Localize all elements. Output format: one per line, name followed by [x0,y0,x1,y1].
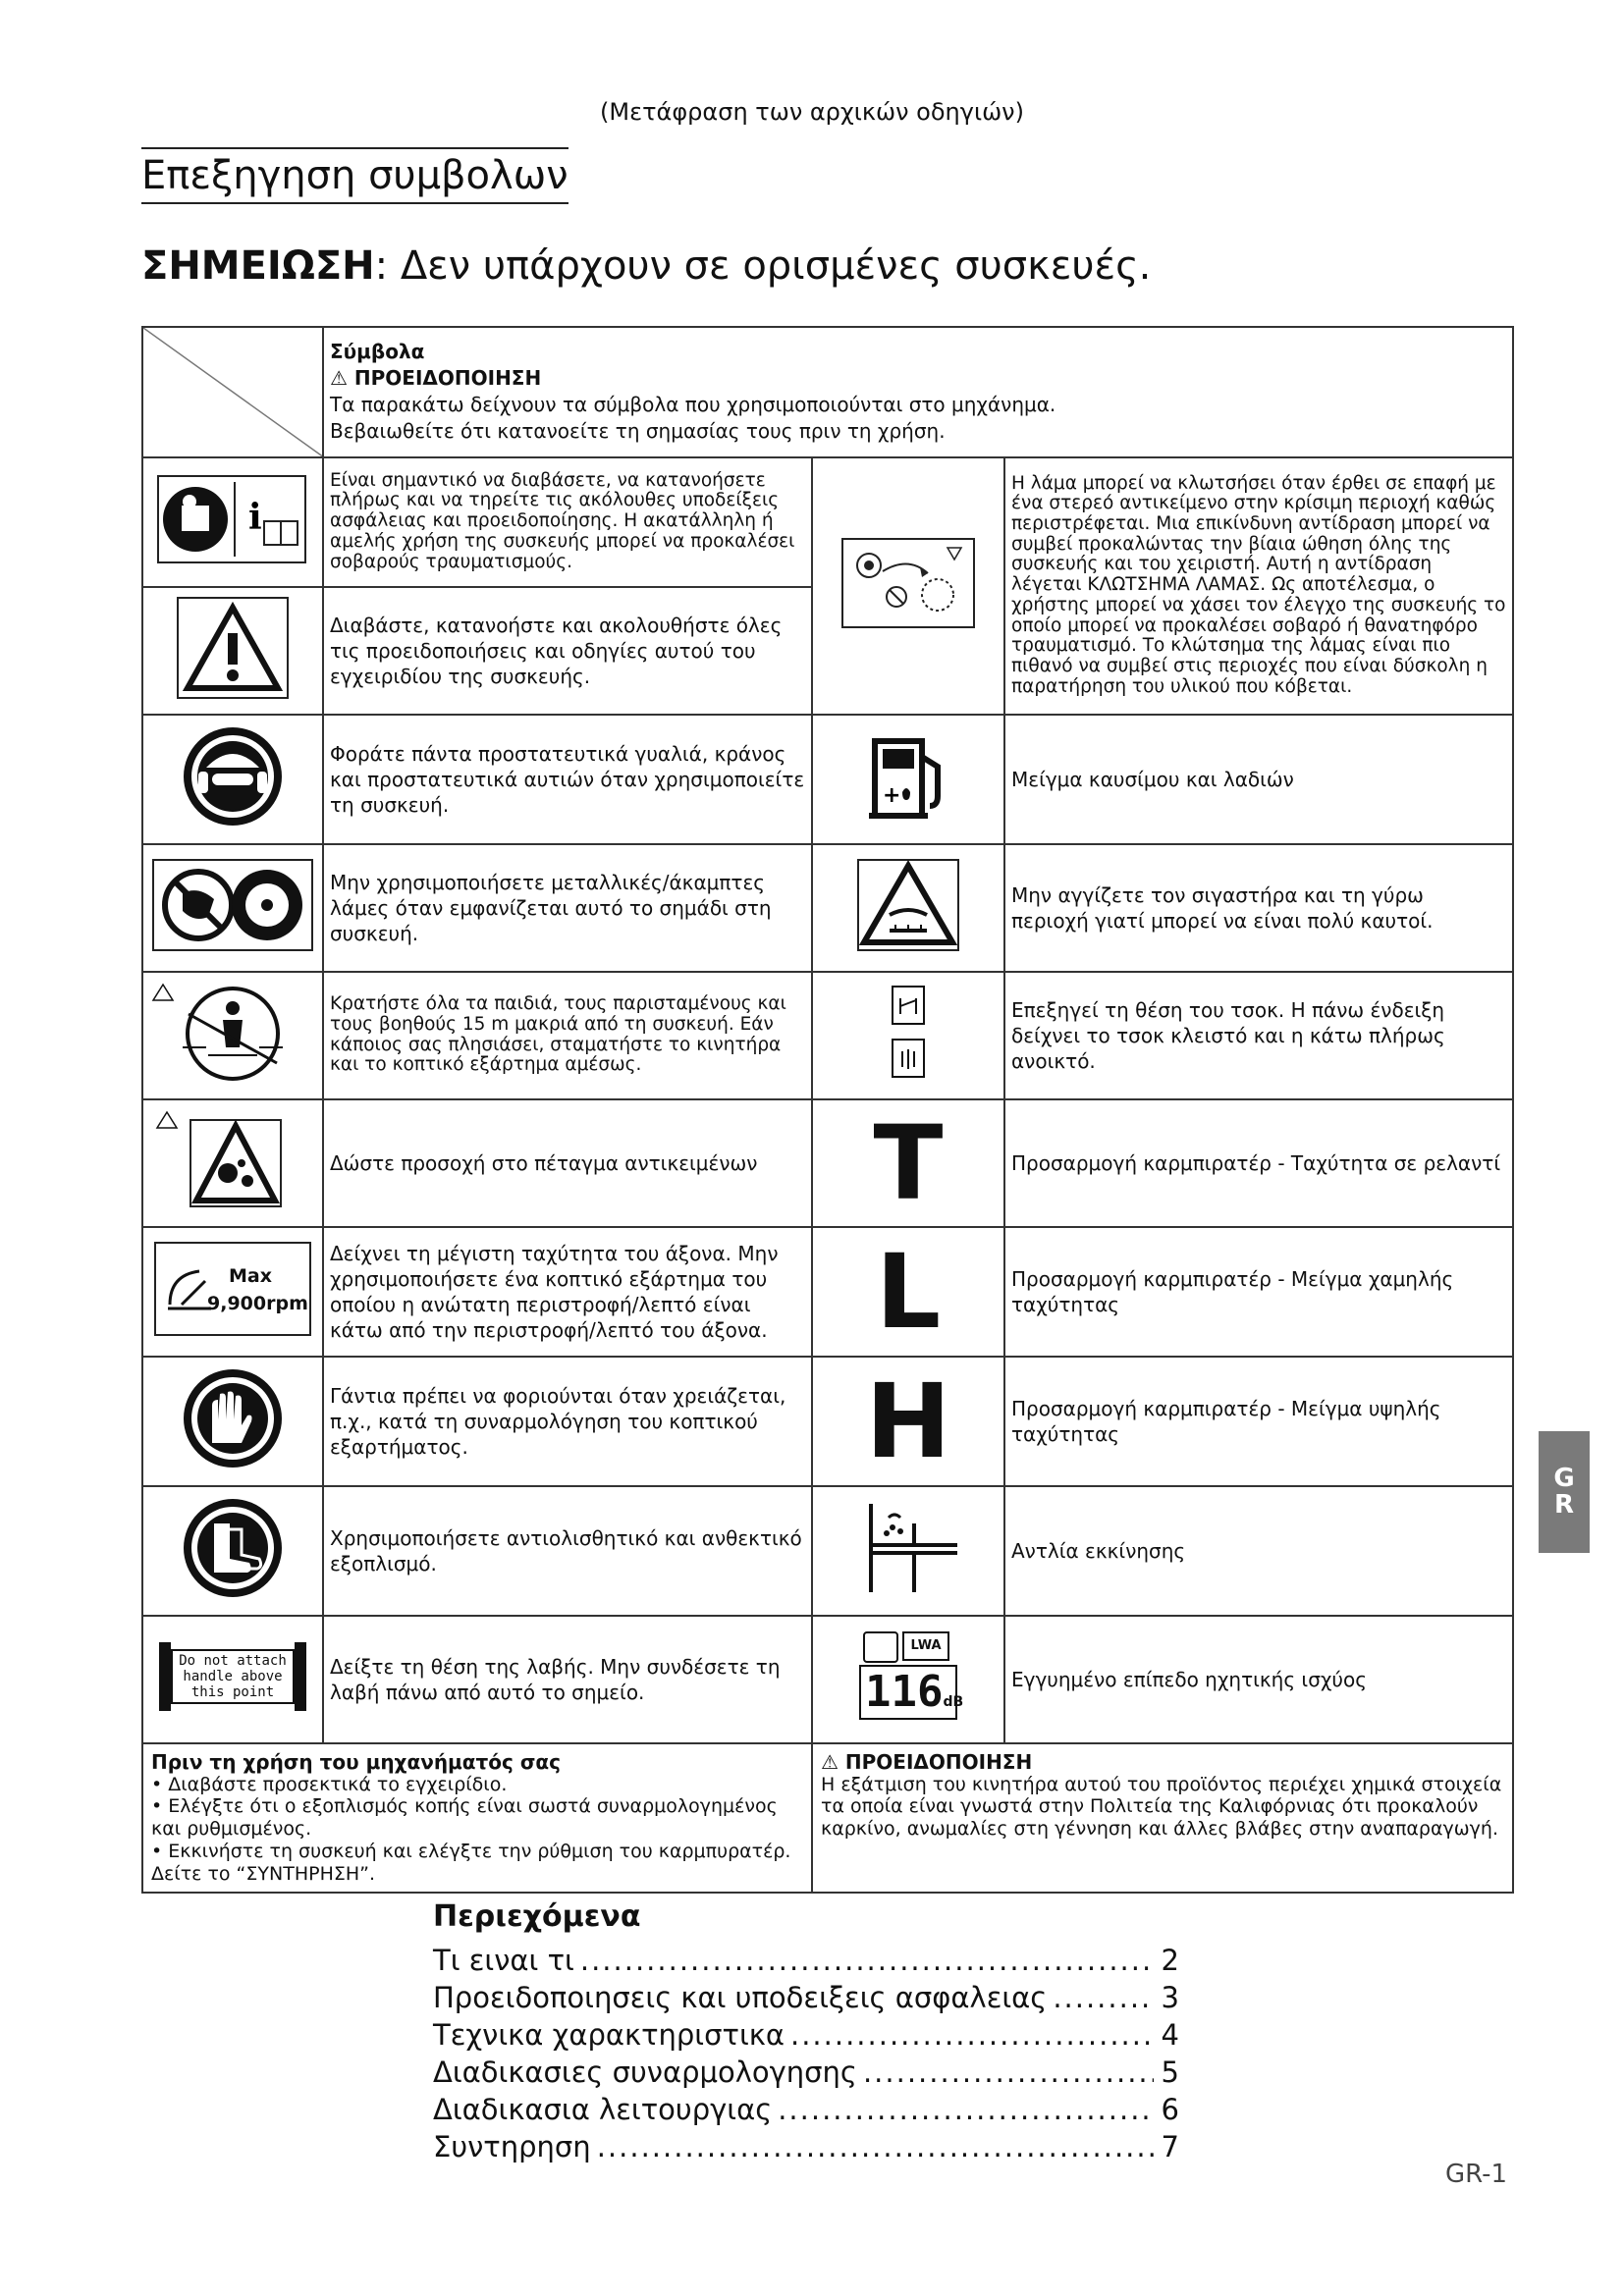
carb-idle-text: Προσαρμογή καρμπιρατέρ - Ταχύτητα σε ρελαντί [1004,1099,1513,1227]
header-warning-label: ΠΡΟΕΙΔΟΠΟΙΗΣΗ [353,366,542,391]
language-tab-line-1: G [1553,1463,1575,1493]
toc-leader-dots [863,2056,1154,2089]
hot-surface-icon [812,844,1004,972]
toc-entry-page: 6 [1161,2093,1179,2126]
handle-label-text: Δείξτε τη θέση της λαβής. Μην συνδέσετε τη λαβή πάνω από αυτό το σημείο. [323,1616,812,1743]
choke-icon [812,972,1004,1099]
keep-distance-text: Κρατήστε όλα τα παιδιά, τους παρισταμένους και τους βοηθούς 15 m μακριά από τη συσκευή. Εάν κάποιος σας πλησιάσει, σταματήστε το κινητήρα και το κοπτικό εξάρτημα αμέσως. [323,972,812,1099]
carb-low-text: Προσαρμογή καρμπιρατέρ - Μείγμα χαμηλής ταχύτητας [1004,1227,1513,1357]
table-of-contents [433,1899,1179,2167]
sound-value-box [859,1665,964,1720]
diagonal-corner [142,327,323,457]
toc-leader-dots [1053,1981,1154,2014]
header-line-1: Τα παρακάτω δείχνουν τα σύμβολα που χρησιμοποιούνται στο μηχάνημα. [330,393,1056,417]
read-manual-icon [142,457,323,587]
exhaust-warning-title [821,1750,1504,1774]
toc-entry-page: 5 [1161,2056,1179,2089]
language-tab [1539,1431,1590,1553]
exhaust-warning-text: Η εξάτμιση του κινητήρα αυτού του προϊόντος περιέχει χημικά στοιχεία τα οποία είναι γνωστά στην Πολιτεία της Καλιφόρνιας ότι προκαλούν καρκίνο, ανωμαλίες στη γέννηση και άλλες βλάβες στην αναπαραγωγή. [821,1773,1502,1841]
translation-note: (Μετάφραση των αρχικών οδηγιών) [600,98,1024,126]
keep-distance-icon [142,972,323,1099]
table-row [142,844,1513,972]
exhaust-warning-label: ΠΡΟΕΙΔΟΠΟΙΗΣΗ [844,1749,1033,1774]
choke-text: Επεξηγεί τη θέση του τσοκ. Η πάνω ένδειξη δείχνει το τσοκ κλειστό και η κάτω πλήρως ανοικτό. [1004,972,1513,1099]
symbols-label: Σύμβολα [330,340,425,364]
table-row [142,715,1513,844]
toc-entry-title: Τι ειναι τι [433,1944,574,1977]
before-use-cell [142,1743,812,1893]
blade-thrust-icon [812,457,1004,715]
handle-label-graphic [159,1642,306,1711]
exhaust-warning-cell [812,1743,1513,1893]
before-use-item-2: • Ελέγξτε ότι ο εξοπλισμός κοπής είναι σωστά συναρμολογημένος και ρυθμισμένος. [151,1795,778,1841]
blade-thrust-text: Η λάμα μπορεί να κλωτσήσει όταν έρθει σε επαφή με ένα στερεό αντικείμενο στην κρίσιμη περιοχή καθώς περιστρέφεται. Μια επικίνδυνη αντίδραση μπορεί να συμβεί προκαλώντας την βίαια ώθηση όλης της συσκευής και του χειριστή. Αυτή η αντίδραση λέγεται ΚΛΩΤΣΗΜΑ ΛΑΜΑΣ. Ως αποτέλεσμα, ο χρήστης μπορεί να χάσει τον έλεγχο της συσκευής το οποίο μπορεί να προκαλέσει σοβαρό ή θανατηφόρο τραυματισμό. Το κλώτσημα της λάμας είναι πιο πιθανό να συμβεί στις περιοχές που είναι δύσκολη η παρατήρηση του υλικού που κόβεται. [1004,457,1513,715]
head-protection-icon [142,715,323,844]
handle-label-line-2: handle above [183,1669,283,1685]
no-metal-blade-icon [142,844,323,972]
warning-triangle-small-icon: ⚠ [821,1749,839,1774]
toc-entry-title: Προειδοποιησεις και υποδειξεις ασφαλειας [433,1981,1048,2014]
sound-unit: dB [943,1694,964,1711]
note-text: : Δεν υπάρχουν σε ορισμένες συσκευές. [374,243,1152,289]
primer-pump-icon [812,1486,1004,1616]
gloves-icon [142,1357,323,1486]
language-tab-line-2: R [1553,1490,1575,1520]
toc-entry[interactable] [433,1981,1179,2018]
table-row [142,1486,1513,1616]
symbols-table [141,326,1514,1894]
letter-t-icon [812,1099,1004,1227]
toc-entry[interactable] [433,2056,1179,2093]
table-bottom-row [142,1743,1513,1893]
letter-l: L [875,1231,942,1352]
toc-entry-title: Τεχνικα χαρακτηριστικα [433,2018,785,2052]
thrown-objects-text: Δώστε προσοχή στο πέταγμα αντικειμένων [323,1099,812,1227]
head-protection-text: Φοράτε πάντα προστατευτικά γυαλιά, κράνος και προστατευτικά αυτιών όταν χρησιμοποιείτε τη συσκευή. [323,715,812,844]
sound-power-graphic [859,1628,964,1726]
table-row [142,1227,1513,1357]
read-warnings-text: Διαβάστε, κατανοήστε και ακολουθήστε όλες τις προειδοποιήσεις και οδηγίες αυτού του εγχειριδίου της συσκευής. [323,587,812,715]
letter-h: H [865,1361,951,1481]
toc-entry[interactable] [433,2093,1179,2130]
sound-power-text: Εγγυημένο επίπεδο ηχητικής ισχύος [1004,1616,1513,1743]
max-speed-box [154,1242,311,1336]
svg-text:i: i [248,497,262,539]
sound-value: 116 [865,1667,944,1718]
before-use-item-1: • Διαβάστε προσεκτικά το εγχειρίδιο. [151,1773,508,1795]
max-speed-text: Δείχνει τη μέγιστη ταχύτητα του άξονα. Μην χρησιμοποιήσετε ένα κοπτικό εξάρτημα του οποίου η ανώτατη περιστροφή/λεπτό είναι κάτω από την περιστροφή/λεπτό του άξονα. [323,1227,812,1357]
note [141,243,1151,289]
read-manual-text: Είναι σημαντικό να διαβάσετε, να κατανοήσετε πλήρως και να τηρείτε τις ακόλουθες υποδείξεις ασφάλειας και προειδοποίησης. Η ακατάλληλη ή αμελής χρήση της συσκευής μπορεί να προκαλέσει σοβαρούς τραυματισμούς. [323,457,812,587]
sound-power-icon [812,1616,1004,1743]
table-row [142,1099,1513,1227]
toc-leader-dots [778,2093,1154,2126]
toc-entry-title: Συντηρηση [433,2130,591,2163]
page-number: GR-1 [1445,2160,1508,2189]
boots-text: Χρησιμοποιήσετε αντιολισθητικό και ανθεκτικό εξοπλισμό. [323,1486,812,1616]
toc-leader-dots [597,2130,1154,2163]
hot-surface-text: Μην αγγίζετε τον σιγαστήρα και τη γύρω περιοχή γιατί μπορεί να είναι πολύ καυτοί. [1004,844,1513,972]
toc-entry-title: Διαδικασια λειτουργιας [433,2093,773,2126]
toc-entry-page: 4 [1161,2018,1179,2052]
max-speed-icon [142,1227,323,1357]
handle-bar-right [295,1642,306,1711]
toc-leader-dots [580,1944,1154,1977]
before-use-item-3: • Εκκινήστε τη συσκευή και ελέγξτε την ρύθμιση του καρμπυρατέρ. Δείτε το “ΣΥΝΤΗΡΗΣΗ”. [151,1840,791,1885]
table-row [142,972,1513,1099]
no-metal-blade-text: Μην χρησιμοποιήσετε μεταλλικές/άκαμπτες λάμες όταν εμφανίζεται αυτό το σημάδι στη συσκευή. [323,844,812,972]
table-row [142,457,1513,587]
table-row [142,1357,1513,1486]
toc-entry-title: Διαδικασιες συναρμολογησης [433,2056,857,2089]
thrown-objects-icon [142,1099,323,1227]
svg-text:+: + [883,783,901,809]
warning-triangle-small-icon: ⚠ [330,366,348,391]
section-title: Επεξηγηση συμβολων [141,147,568,204]
boots-icon [142,1486,323,1616]
toc-entry-page: 2 [1161,1944,1179,1977]
handle-label-line-1: Do not attach [179,1652,287,1669]
speaker-icon [863,1631,898,1663]
toc-entry[interactable] [433,2130,1179,2167]
fuel-mix-text: Μείγμα καυσίμου και λαδιών [1004,715,1513,844]
handle-bar-left [159,1642,171,1711]
letter-l-icon [812,1227,1004,1357]
toc-title: Περιεχόμενα [433,1899,641,1934]
note-label: ΣΗΜΕΙΩΣΗ [141,243,375,289]
handle-label-box [171,1649,295,1704]
toc-entry[interactable] [433,2018,1179,2056]
letter-t: T [873,1102,944,1223]
max-label: Max [229,1265,272,1288]
before-use-title: Πριν τη χρήση του μηχανήματός σας [151,1749,562,1774]
letter-h-icon [812,1357,1004,1486]
handle-label-line-3: this point [190,1684,275,1701]
toc-entry-page: 3 [1161,1981,1179,2014]
warning-triangle-icon [142,587,323,715]
rpm-label: 9,900rpm [207,1293,308,1315]
diagonal-line [143,328,322,456]
primer-pump-text: Αντλία εκκίνησης [1004,1486,1513,1616]
lwa-label: LWA [902,1631,949,1661]
header-line-2: Βεβαιωθείτε ότι κατανοείτε τη σημασίας τους πριν τη χρήση. [330,419,946,444]
handle-label-icon [142,1616,323,1743]
table-header-row [142,327,1513,457]
gloves-text: Γάντια πρέπει να φοριούνται όταν χρειάζεται, π.χ., κατά τη συναρμολόγηση του κοπτικού εξαρτήματος. [323,1357,812,1486]
fuel-mix-icon [812,715,1004,844]
header-warning [330,365,1506,392]
carb-high-text: Προσαρμογή καρμπιρατέρ - Μείγμα υψηλής ταχύτητας [1004,1357,1513,1486]
toc-entry-page: 7 [1161,2130,1179,2163]
table-header [323,327,1513,457]
toc-leader-dots [790,2018,1154,2052]
table-row [142,1616,1513,1743]
toc-entry[interactable] [433,1944,1179,1981]
